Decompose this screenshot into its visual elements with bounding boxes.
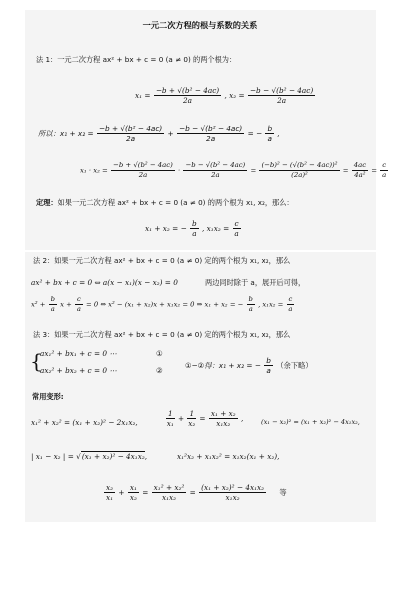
m2-frac-ba-num: b [50,295,55,303]
v6-eq-1: = [142,487,149,497]
v2-frac-2 [187,410,196,428]
system-eq2-text: ax₂² + bx₂ + c = 0 ⋯ [40,366,117,375]
prod-num-3: (−b)² − (√(b² − 4ac))² [261,161,338,169]
v6-den-3: x₁x₂ [161,493,177,503]
m2-frac-ba-den: a [50,304,55,313]
x1-denominator: 2a [182,96,192,106]
v4-tail: , [144,452,148,461]
theorem-text: 如果一元二次方程 ax² + bx + c = 0 (a ≠ 0) 的两个根为 x₁, x₂，那么： [57,198,294,207]
variant-5: x₁²x₂ + x₁x₂² = x₁x₂(x₁ + x₂), [177,452,280,461]
theorem-formula [145,220,242,238]
theorem-prod-num: c [234,219,239,228]
v2-eq: = [199,413,206,423]
variant-1: x₁² + x₂² = (x₁ + x₂)² − 2x₁x₂, [31,418,138,427]
system-eq1-mark: ① [156,349,163,358]
x2-numerator: −b − √(b² − 4ac) [249,86,314,95]
m2-prod: , x₁x₂ = [258,300,284,309]
m2-prod-den: a [288,304,293,313]
sum-derivation [38,125,280,143]
sum-plus: + [167,128,174,138]
prod-num-5: c [382,161,387,169]
m2-frac-ca-num: c [77,295,81,303]
v6-num-4: (x₁ + x₂)² − 4x₁x₂ [201,483,265,492]
theorem-sum-den: a [192,229,197,239]
sum-prefix: 所以：x₁ + x₂ = [38,128,94,138]
variants-label: 常用变形: [32,392,64,401]
v2-num-1: 1 [168,409,173,418]
prod-lhs: x₁ · x₂ = [80,166,108,175]
sum-frac-result [265,125,274,143]
method2-divide-note: 两边同时除于 a，展开后可得， [205,278,306,287]
prod-frac-1 [111,162,175,179]
variant-2 [165,410,243,428]
v6-frac-2 [128,484,139,502]
v6-frac-4 [199,484,266,502]
v2-den-2: x₂ [188,419,196,429]
x1-label: x₁ = [135,90,151,100]
sum-frac-1 [97,125,164,143]
v4-sqrt: (x₁ + x₂)² − 4x₁x₂ [81,452,145,461]
system-brace: { [30,349,43,373]
theorem-prod-den: a [234,229,239,239]
x2-label: , x₂ = [224,90,245,100]
m2-equiv: = 0 ⇔ x² − (x₁ + x₂)x + x₁x₂ = 0 [85,300,195,309]
theorem-sum: x₁ + x₂ = − [145,223,187,233]
theorem-label: 定理： [36,198,58,207]
m3-sum-den: a [266,366,271,376]
m2-sum-num: b [248,295,253,303]
v4-pre: | x₁ − x₂ | = [31,452,74,461]
v2-tail: , [241,413,244,423]
v6-eq-2: = [189,487,196,497]
m2-prod-frac [287,296,295,313]
v6-frac-1 [104,484,115,502]
theorem-sum-num: b [192,219,197,228]
m3-sum: ①−②得：x₁ + x₂ = − [185,360,261,370]
v2-den-3: x₁x₂ [216,419,231,429]
m3-sum-num: b [266,356,271,365]
method2-expand [31,296,295,313]
v6-den-4: x₁x₂ [225,493,240,503]
system-eq1-text: ax₁² + bx₁ + c = 0 ⋯ [40,349,117,358]
v6-den-2: x₂ [129,493,137,503]
m2-sum-frac [247,296,255,313]
variant-6 [103,484,287,502]
v6-den-1: x₁ [106,493,114,503]
method2-panel [25,252,376,522]
sum-den-2: 2a [206,134,216,144]
prod-dot: · [178,166,181,175]
theorem-prod-frac [233,220,241,238]
system-eq2-mark: ② [156,366,163,375]
prod-frac-3 [259,162,339,179]
theorem-prod: , x₁x₂ = [202,223,230,233]
variant-4 [31,452,147,461]
sum-result-den: a [267,134,273,144]
system-eq2 [40,366,163,375]
prod-den-4: 4a² [354,170,366,179]
prod-eq-3: = [371,166,378,175]
m3-sum-frac [264,357,273,375]
prod-frac-4 [352,162,368,179]
v2-num-3: x₁ + x₂ [210,409,236,418]
v6-tail: 等 [279,487,287,497]
prod-frac-5 [380,162,388,179]
method2-intro: 法 2：如果一元二次方程 ax² + bx + c = 0 (a ≠ 0) 定的两个根为 x₁, x₂，那么 [33,256,291,265]
v6-frac-3 [152,484,187,502]
system-eq1 [40,349,163,358]
sum-tail: , [277,128,280,138]
m2-prod-num: c [288,295,293,303]
x1-fraction [154,87,221,105]
variant-3: (x₁ − x₂)² = (x₁ + x₂)² − 4x₁x₂, [261,418,360,426]
prod-eq-2: = [342,166,349,175]
v2-den-1: x₁ [166,419,174,429]
m3-omitted: （余下略） [276,360,313,370]
roots-formula [135,87,316,105]
m2-x: x + [60,300,72,309]
x2-denominator: 2a [277,96,287,106]
prod-num-1: −b + √(b² − 4ac) [113,161,173,169]
v2-frac-3 [209,410,238,428]
theorem-sum-frac [190,220,199,238]
v2-frac-1 [166,410,175,428]
prod-den-2: 2a [211,170,220,179]
m2-sum: ⇒ x₁ + x₂ = − [196,300,244,309]
product-derivation [80,162,389,179]
sum-num-2: −b − √(b² − 4ac) [178,124,243,133]
v2-plus: + [177,413,185,423]
v6-num-3: x₁² + x₂² [153,483,185,492]
v4-sqrt-sign: √ [76,452,81,461]
m2-sum-den: a [248,304,253,313]
page-title: 一元二次方程的根与系数的关系 [142,20,258,30]
prod-num-2: −b − √(b² − 4ac) [185,161,246,169]
m2-frac-ba [49,296,57,313]
prod-num-4: 4ac [353,161,367,169]
m2-frac-ca [75,296,83,313]
sum-result-num: b [267,124,273,133]
v6-num-1: x₂ [106,483,114,492]
method2-factor: ax² + bx + c = 0 ⇔ a(x − x₁)(x − x₂) = 0 [31,278,178,287]
method1-intro: 法 1：一元二次方程 ax² + bx + c = 0 (a ≠ 0) 的两个根为： [36,55,237,64]
v2-num-2: 1 [189,409,195,418]
theorem-line [36,198,294,208]
v6-plus: + [118,487,125,497]
method3-derivation [185,357,313,375]
prod-eq-1: = [250,166,257,175]
prod-den-3: (2a)² [291,170,308,179]
v6-num-2: x₁ [129,483,137,492]
prod-den-1: 2a [138,170,148,179]
prod-frac-2 [183,162,247,179]
sum-num-1: −b + √(b² − 4ac) [98,124,163,133]
x1-numerator: −b + √(b² − 4ac) [155,86,220,95]
x2-fraction [248,87,315,105]
sum-frac-2 [177,125,244,143]
sum-eq: = − [247,128,263,138]
m2-frac-ca-den: a [76,304,81,313]
m2-x2: x² + [31,300,46,309]
prod-den-5: a [382,170,387,179]
method3-intro: 法 3：如果一元二次方程 ax² + bx + c = 0 (a ≠ 0) 定的两个根为 x₁, x₂，那么 [33,330,291,339]
sum-den-1: 2a [125,134,136,144]
